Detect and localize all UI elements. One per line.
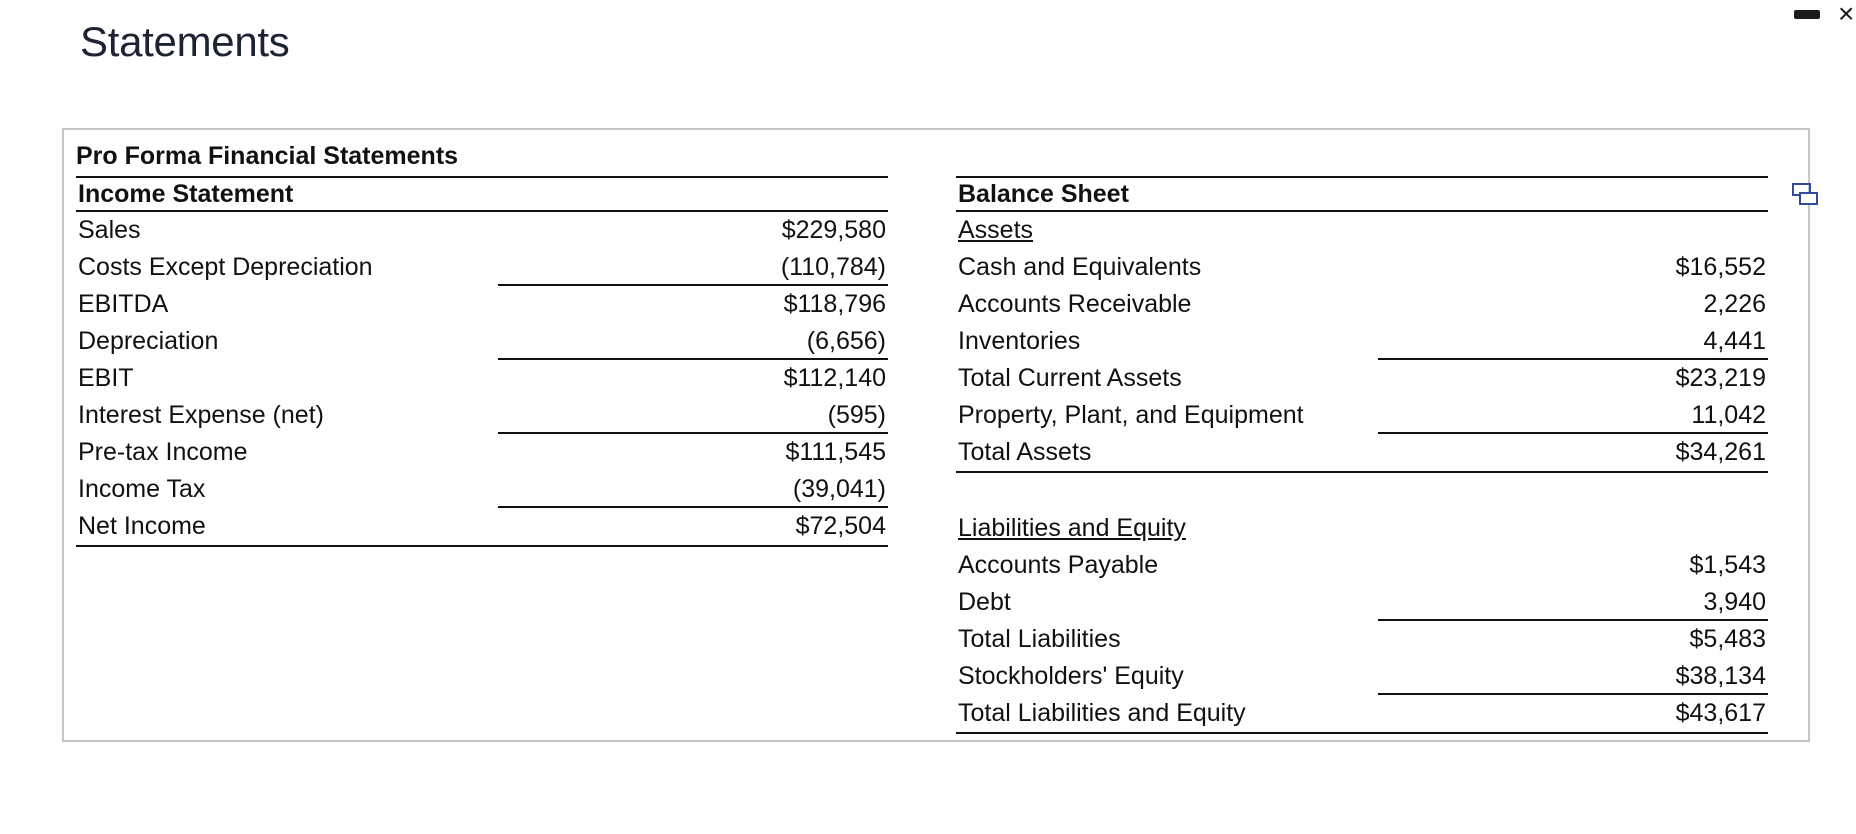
table-row [76,286,888,323]
row-value: 11,042 [1378,397,1768,434]
row-label: Debt [958,588,1011,616]
row-label: Property, Plant, and Equipment [958,401,1304,429]
row-label: Income Tax [78,475,206,503]
assets-label: Assets [958,216,1034,244]
table-row [956,547,1768,584]
row-value: (6,656) [498,323,888,360]
table-row [956,249,1768,286]
row-label: Depreciation [78,327,219,355]
balance-sheet [956,176,1768,734]
row-label: Inventories [958,327,1081,355]
row-value: $1,543 [1689,551,1766,579]
row-label: Total Assets [958,438,1092,466]
financial-statements-panel [62,128,1810,742]
section-spacer [956,473,1768,510]
window-controls [1766,0,1856,40]
row-label: Cash and Equivalents [958,253,1202,281]
row-value: 2,226 [1703,290,1766,318]
table-row [76,323,888,360]
liabilities-label: Liabilities and Equity [958,514,1186,542]
table-row [76,212,888,249]
row-label: Costs Except Depreciation [78,253,373,281]
table-row [956,434,1768,473]
row-value: $43,617 [1675,699,1766,727]
table-row [956,658,1768,695]
row-label: Accounts Receivable [958,290,1192,318]
row-label: Net Income [78,512,206,540]
row-label: Pre-tax Income [78,438,248,466]
row-value: $118,796 [783,290,886,318]
row-label: EBITDA [78,290,169,318]
table-row [76,434,888,471]
row-value: (39,041) [498,471,888,508]
row-label: Interest Expense (net) [78,401,324,429]
row-value: $38,134 [1378,658,1768,695]
row-value: (110,784) [498,249,888,286]
income-statement-title: Income Statement [78,179,294,208]
row-value: $72,504 [795,512,886,540]
table-row [956,621,1768,658]
table-row [956,695,1768,734]
row-label: Total Liabilities [958,625,1121,653]
table-row [956,286,1768,323]
table-row [76,397,888,434]
income-statement-header [76,176,888,212]
row-label: Stockholders' Equity [958,662,1184,690]
page-title: Statements [80,18,290,65]
row-value: 4,441 [1378,323,1768,360]
liabilities-subheading [956,510,1768,547]
table-row [76,508,888,547]
row-label: Total Liabilities and Equity [958,699,1246,727]
row-value: $34,261 [1675,438,1766,466]
income-statement [76,176,888,547]
row-value: $111,545 [785,438,886,466]
close-icon[interactable]: × [1838,0,1855,29]
row-label: Total Current Assets [958,364,1182,392]
table-row [956,323,1768,360]
table-row [956,584,1768,621]
table-row [956,397,1768,434]
row-value: $112,140 [783,364,886,392]
table-row [956,360,1768,397]
row-value: $23,219 [1675,364,1766,392]
row-value: $229,580 [781,216,886,244]
table-row [76,360,888,397]
row-value: (595) [498,397,888,434]
assets-subheading [956,212,1768,249]
row-value: $16,552 [1675,253,1766,281]
row-value: $5,483 [1689,625,1766,653]
balance-sheet-header [956,176,1768,212]
panel-heading: Pro Forma Financial Statements [76,142,459,170]
row-value: 3,940 [1378,584,1768,621]
minimize-icon[interactable] [1794,10,1820,19]
row-label: Sales [78,216,141,244]
row-label: EBIT [78,364,134,392]
table-row [76,249,888,286]
table-row [76,471,888,508]
balance-sheet-title: Balance Sheet [958,179,1129,208]
expand-icon[interactable] [1792,182,1818,206]
row-label: Accounts Payable [958,551,1159,579]
